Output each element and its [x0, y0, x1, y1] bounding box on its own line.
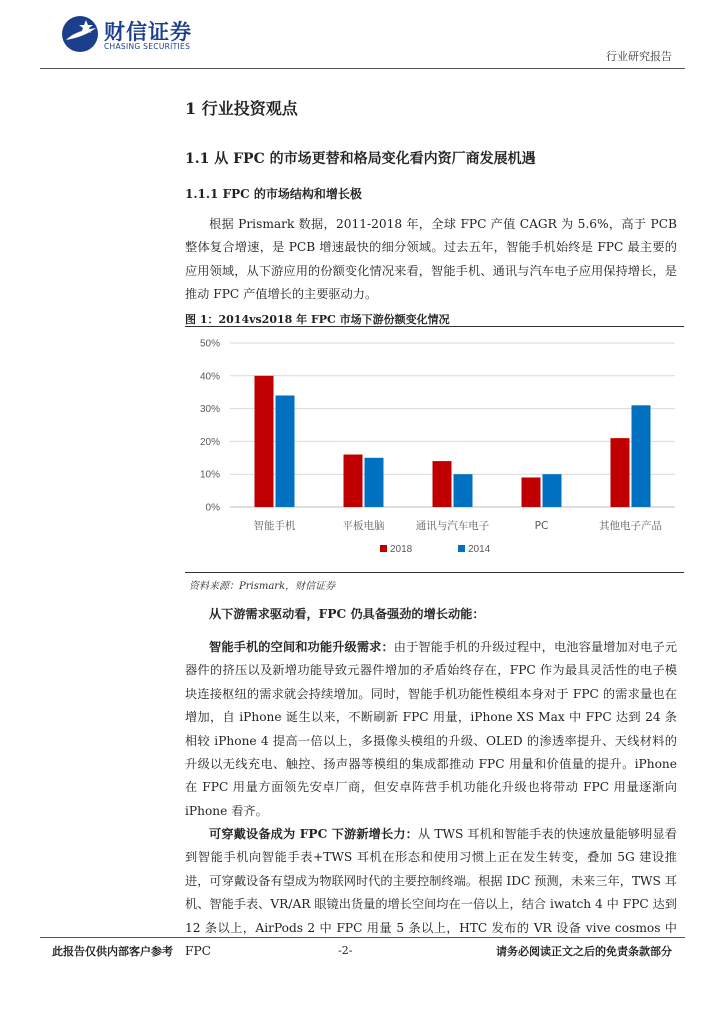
y-tick-label: 20% [199, 436, 220, 448]
bar-2014 [632, 405, 651, 507]
y-tick-label: 30% [199, 404, 220, 416]
smartphone-lead: 智能手机的空间和功能升级需求： [209, 640, 394, 654]
bar-2018 [344, 455, 363, 507]
legend-swatch [458, 545, 465, 552]
bar-2014 [543, 474, 562, 507]
logo-mark-icon [60, 14, 100, 54]
bar-2014 [454, 474, 473, 507]
logo-text-cn: 财信证券 [104, 20, 192, 44]
report-type-label: 行业研究报告 [606, 50, 672, 63]
figure-title: 图 1：2014vs2018 年 FPC 市场下游份额变化情况 [185, 313, 450, 326]
y-tick-label: 40% [199, 371, 220, 383]
section-heading: 1 行业投资观点 [185, 99, 298, 118]
x-category-label: 通讯与汽车电子 [415, 520, 490, 532]
bar-2018 [433, 461, 452, 507]
x-category-label: 平板电脑 [342, 520, 385, 532]
footer-divider [40, 937, 685, 938]
logo-text-en: CHASING SECURITIES [104, 42, 191, 51]
x-category-label: 其他电子产品 [599, 520, 662, 532]
bar-2018 [522, 477, 541, 507]
y-tick-label: 10% [199, 469, 220, 481]
header-divider [40, 68, 685, 69]
bar-2018 [611, 438, 630, 507]
bar-2018 [255, 376, 274, 507]
subsubsection-heading: 1.1.1 FPC 的市场结构和增长极 [185, 187, 362, 201]
bar-2014 [365, 458, 384, 507]
y-tick-label: 0% [205, 502, 220, 514]
legend-label: 2018 [390, 544, 413, 555]
page-number: -2- [338, 944, 353, 957]
footer-disclaimer-left: 此报告仅供内部客户参考 [52, 945, 173, 958]
smartphone-body: 由于智能手机的升级过程中，电池容量增加对电子元器件的挤压以及新增功能导致元器件增加的矛盾始终存在，FPC 作为最具灵活性的电子模块连接枢纽的需求就会持续增加。同时，智能手机功能性模组本身对于 FPC 的需求量也在增加，自 iPhone 诞生以来，不断刷新 FPC 用量，iPhone XS Max 中 FPC 达到 24 条相较 iPhone 4 提高一倍以上，多摄像头模组的升级、OLED 的渗透率提升、天线材料的升级以无线充电、触控、扬声器等模组的集成都推动 FPC 用量和价值量的提升。iPhone 在 FPC 用量方面领先安卓厂商，但安卓阵营手机功能化升级也将带动 FPC 用量逐渐向 iPhone 看齐。 [185, 640, 678, 818]
figure-bottom-rule [185, 572, 684, 573]
wearables-body: 从 TWS 耳机和智能手表的快速放量能够明显看到智能手机向智能手表+TWS 耳机在形态和使用习惯上正在发生转变，叠加 5G 建设推进，可穿戴设备有望成为物联网时代的主要控制终端。根据 IDC 预测，未来三年，TWS 耳机、智能手表、VR/AR 眼镜出货量的增长空间均在一倍以上，结合 iwatch 4 中 FPC 达到 12 条以上，AirPods 2 中 FPC 用量 5 条以上，HTC 发布的 VR 设备 vive cosmos 中 FPC [185, 827, 677, 959]
y-tick-label: 50% [199, 338, 220, 350]
bar-chart [185, 330, 684, 570]
wearables-lead: 可穿戴设备成为 FPC 下游新增长力： [209, 827, 419, 841]
legend-label: 2014 [468, 544, 491, 555]
figure-source: 资料来源：Prismark，财信证券 [189, 581, 336, 592]
x-category-label: 智能手机 [253, 520, 296, 532]
driver-summary: 从下游需求驱动看，FPC 仍具备强劲的增长动能： [209, 607, 485, 621]
legend-swatch [380, 545, 387, 552]
bar-2014 [276, 395, 295, 507]
figure-top-rule [185, 326, 684, 327]
x-category-label: PC [534, 520, 549, 532]
footer-disclaimer-right: 请务必阅读正文之后的免责条款部分 [496, 945, 672, 958]
subsection-heading: 1.1 从 FPC 的市场更替和格局变化看内资厂商发展机遇 [185, 151, 536, 167]
company-logo [60, 14, 220, 54]
smartphone-paragraph [185, 636, 677, 823]
intro-paragraph: 根据 Prismark 数据，2011-2018 年，全球 FPC 产值 CAGR 为 5.6%，高于 PCB 整体复合增速，是 PCB 增速最快的细分领域。过去五年，智能手机始终是 FPC 最主要的应用领域，从下游应用的份额变化情况来看，智能手机、通讯与汽车电子应用保持增长，是推动 FPC 产值增长的主要驱动力。 [185, 217, 677, 302]
